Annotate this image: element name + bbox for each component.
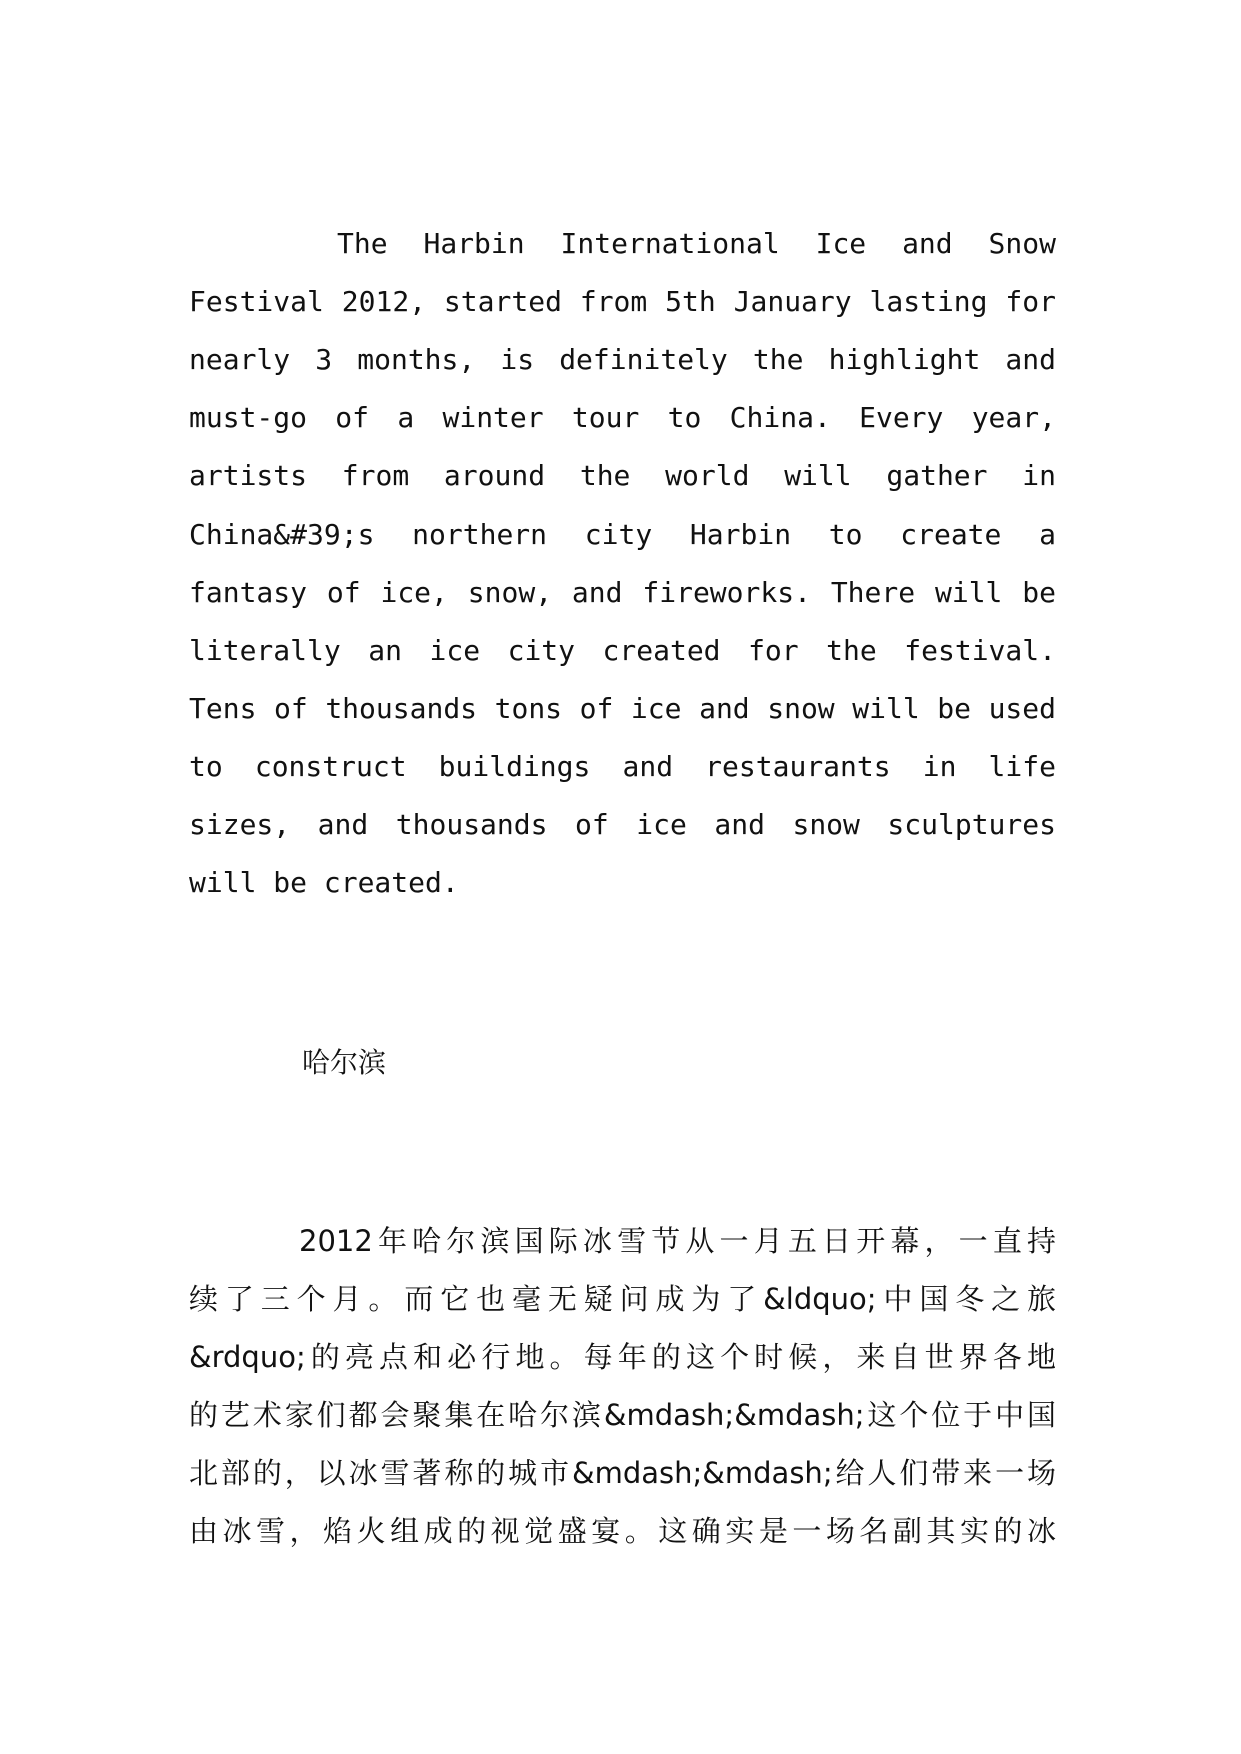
paragraph-line: 由冰雪，焰火组成的视觉盛宴。这确实是一场名副其实的冰	[189, 1514, 1056, 1548]
paragraph-line: &rdquo;的亮点和必行地。每年的这个时候，来自世界各地	[189, 1340, 1056, 1374]
paragraph-line: 的艺术家们都会聚集在哈尔滨&mdash;&mdash;这个位于中国	[189, 1398, 1056, 1432]
paragraph-line: sizes, and thousands of ice and snow sculptures	[189, 808, 1056, 841]
paragraph-line: Festival 2012, started from 5th January lasting for	[189, 285, 1056, 318]
paragraph-line: China&#39;s northern city Harbin to create a	[189, 518, 1056, 551]
paragraph-line: artists from around the world will gather in	[189, 459, 1056, 492]
paragraph-line: The Harbin International Ice and Snow	[337, 227, 1056, 260]
paragraph-line: Tens of thousands tons of ice and snow will be used	[189, 692, 1056, 725]
paragraph-line: to construct buildings and restaurants in life	[189, 750, 1056, 783]
paragraph-line: 2012年哈尔滨国际冰雪节从一月五日开幕，一直持	[299, 1224, 1056, 1258]
paragraph-line: literally an ice city created for the festival.	[189, 634, 1056, 667]
paragraph-line: nearly 3 months, is definitely the highlight and	[189, 343, 1056, 376]
paragraph-line: 续了三个月。而它也毫无疑问成为了&ldquo;中国冬之旅	[189, 1282, 1056, 1316]
paragraph-line: must-go of a winter tour to China. Every year,	[189, 401, 1056, 434]
section-heading: 哈尔滨	[302, 1046, 387, 1079]
paragraph-line: fantasy of ice, snow, and fireworks. There will be	[189, 576, 1056, 609]
paragraph-line: 北部的，以冰雪著称的城市&mdash;&mdash;给人们带来一场	[189, 1456, 1056, 1490]
paragraph-line: will be created.	[189, 866, 459, 899]
